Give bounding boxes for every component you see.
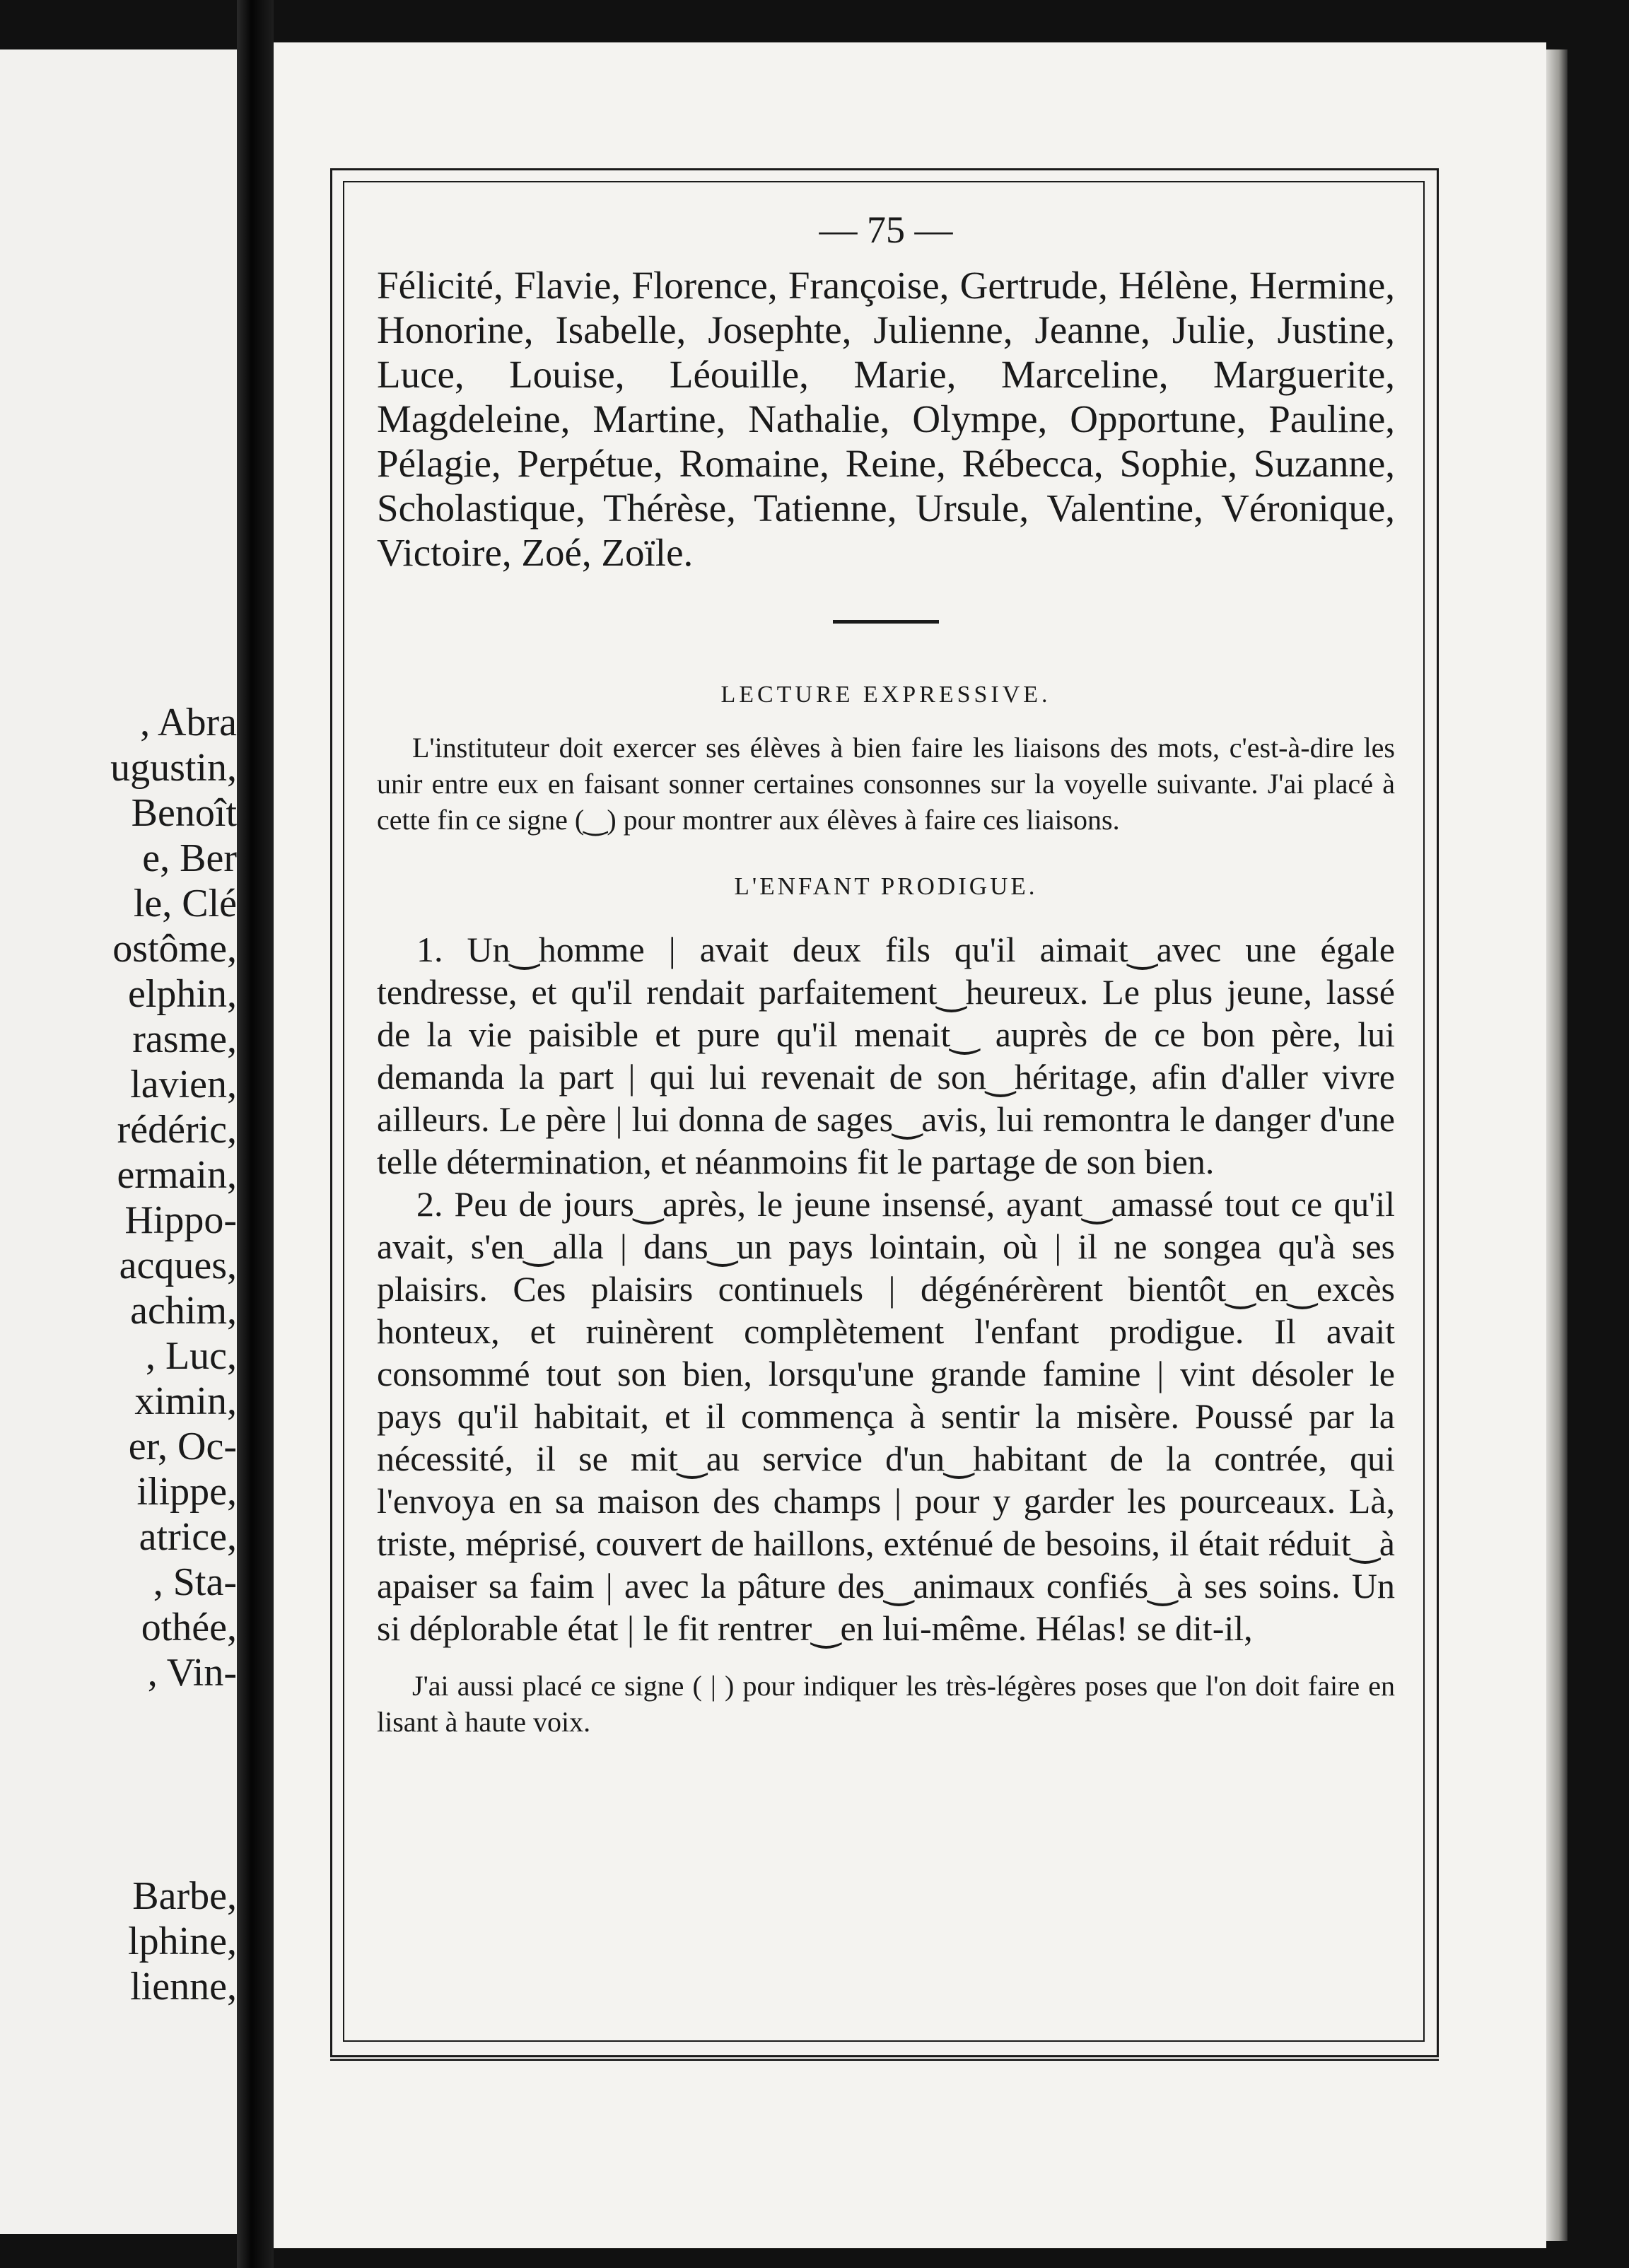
left-page-line: ilippe, xyxy=(136,1470,237,1514)
left-page-line: , Sta- xyxy=(153,1560,237,1604)
story-paragraph-1: 1. Un‿homme | avait deux fils qu'il aimait‿avec une égale tendresse, et qu'il rendait parfaitement‿heureux. Le plus jeune, lassé de la vie paisible et pure qu'il menait‿ auprès de ce bon père, lui demanda la part | qui lui revenait de son‿héritage, afin d'aller vivre ailleurs. Le père | lui donna de sages‿avis, lui remontra le danger d'une telle détermination, et néanmoins fit le partage de son bien. xyxy=(377,930,1395,1181)
intro-paragraph: L'instituteur doit exercer ses élèves à bien faire les liaisons des mots, c'est-à-dire les unir entre eux en faisant sonner certaines consonnes sur la voyelle suivante. J'ai placé à cette fin ce signe (‿) pour montrer aux élèves à faire ces liaisons. xyxy=(377,732,1395,836)
section-title: LECTURE EXPRESSIVE. xyxy=(720,682,1051,708)
left-page-line: ximin, xyxy=(134,1379,237,1423)
footnote: J'ai aussi placé ce signe ( | ) pour indiquer les très-légères poses que l'on doit faire en lisant à haute voix. xyxy=(377,1670,1395,1738)
page-content xyxy=(377,205,1395,1740)
left-page-line: , Abra xyxy=(140,701,237,744)
left-page-line: e, Ber xyxy=(142,836,237,880)
frame-bottom-rule xyxy=(330,2059,1439,2061)
left-page-line: rasme, xyxy=(132,1017,237,1061)
left-page-line: er, Oc- xyxy=(128,1425,237,1468)
book-gutter xyxy=(237,0,274,2268)
left-page-line: , Vin- xyxy=(147,1651,237,1695)
story-paragraph-2: 2. Peu de jours‿après, le jeune insensé, ayant‿amassé tout ce qu'il avait, s'en‿alla | dans‿un pays lointain, où | il ne songea qu'à ses plaisirs. Ces plaisirs continuels | dégénérèrent bientôt‿en‿excès honteux, et ruinèrent complètement l'enfant prodigue. Il avait consommé tout son bien, lorsqu'une grande famine | vint désoler le pays qu'il habitait, et il commença à sentir la misère. Poussé par la nécessité, il se mit‿au service d'un‿habitant de la contrée, qui l'envoya en sa maison des champs | pour y garder les pourceaux. Là, triste, méprisé, couvert de haillons, exténué de besoins, il était réduit‿à apaiser sa faim | avec la pâture des‿animaux confiés‿à ses soins. Un si déplorable état | le fit rentrer‿en lui-même. Hélas! se dit-il, xyxy=(377,1184,1395,1648)
left-page-line: Barbe, xyxy=(132,1874,237,1918)
previous-page-fragment xyxy=(0,49,237,2234)
left-page-line: othée, xyxy=(141,1606,237,1649)
left-page-line: atrice, xyxy=(139,1515,237,1559)
left-page-line: rédéric, xyxy=(117,1108,237,1152)
left-page-line: ermain, xyxy=(117,1153,237,1197)
left-page-line: lavien, xyxy=(130,1063,237,1106)
left-page-line: , Luc, xyxy=(145,1334,237,1378)
left-page-line: le, Clé xyxy=(133,882,237,925)
left-page-line: Hippo- xyxy=(124,1198,237,1242)
story-title: L'ENFANT PRODIGUE. xyxy=(734,872,1038,900)
left-page-line: elphin, xyxy=(128,972,237,1016)
page-edge xyxy=(1546,49,1567,2241)
page-number: — 75 — xyxy=(819,209,953,251)
left-page-line: acques, xyxy=(119,1244,237,1287)
left-page-line: ostôme, xyxy=(112,927,237,971)
left-page-line: lphine, xyxy=(128,1919,237,1963)
left-page-line: ugustin, xyxy=(110,746,237,790)
section-divider xyxy=(833,620,939,624)
left-page-line: Benoît xyxy=(131,791,237,835)
left-page-line: lienne, xyxy=(130,1965,237,2009)
names-paragraph: Félicité, Flavie, Florence, Françoise, Gertrude, Hélène, Hermine, Honorine, Isabelle, Josephte, Julienne, Jeanne, Julie, Justine, Luce, Louise, Léouille, Marie, Marceline, Marguerite, Magdeleine, Martine, Nathalie, Olympe, Opportune, Pauline, Pélagie, Perpétue, Romaine, Reine, Rébecca, Sophie, Suzanne, Scholastique, Thérèse, Tatienne, Ursule, Valentine, Véronique, Victoire, Zoé, Zoïle. xyxy=(377,264,1395,574)
left-page-line: achim, xyxy=(130,1289,237,1333)
